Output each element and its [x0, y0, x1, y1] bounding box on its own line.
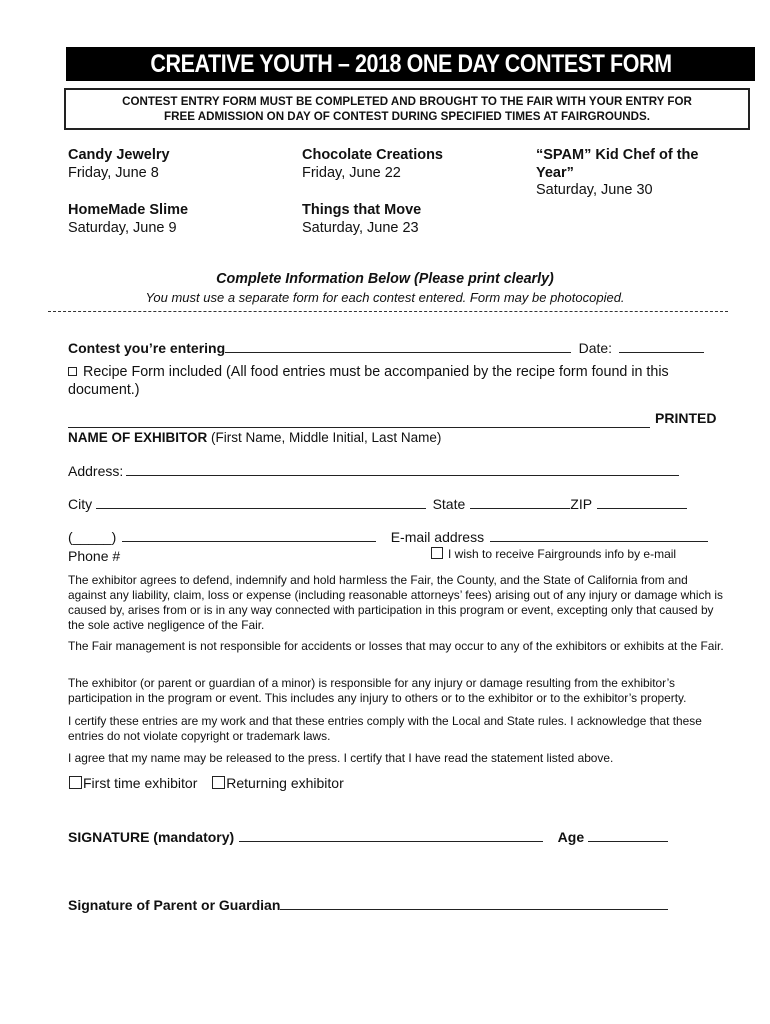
form-title: CREATIVE YOUTH – 2018 ONE DAY CONTEST FORM — [149, 49, 672, 78]
contest-date: Saturday, June 9 — [68, 220, 177, 236]
fair-management-paragraph: The Fair management is not responsible for accidents or losses that may occur to any of the exhibitors or exhibits at the Fair. — [68, 639, 724, 653]
printed-name-field[interactable] — [68, 413, 650, 428]
notice-line-1: CONTEST ENTRY FORM MUST BE COMPLETED AND BROUGHT TO THE FAIR WITH YOUR ENTRY FOR — [122, 95, 692, 108]
printed-label: PRINTED — [655, 410, 717, 426]
contest-name: Things that Move — [302, 202, 422, 218]
section-title: Complete Information Below (Please print clearly) — [216, 271, 554, 287]
phone-label: Phone # — [68, 548, 121, 564]
contest-date: Saturday, June 30 — [536, 182, 653, 198]
recipe-checkbox[interactable] — [68, 367, 77, 376]
certification-paragraph: I certify these entries are my work and that these entries comply with the Local and State rules. I acknowledge that these entries do not violate copyright or trademark laws. — [68, 714, 702, 743]
contest-date: Saturday, June 23 — [302, 220, 419, 236]
cut-line — [48, 311, 728, 312]
contest-spam-kid-chef — [536, 147, 698, 198]
signature-label: SIGNATURE (mandatory) — [68, 829, 235, 845]
age-label: Age — [557, 829, 585, 845]
contest-name: HomeMade Slime — [68, 202, 189, 218]
section-subtitle: You must use a separate form for each contest entered. Form may be photocopied. — [145, 290, 625, 305]
exhibitor-name-hint: (First Name, Middle Initial, Last Name) — [207, 430, 442, 445]
contest-entering-row — [68, 339, 704, 358]
guardian-signature-row — [68, 896, 668, 915]
returning-checkbox[interactable] — [212, 776, 225, 789]
contest-name: Chocolate Creations — [302, 147, 443, 163]
form-title-bar — [66, 47, 755, 81]
email-field[interactable] — [490, 528, 708, 542]
exhibitor-responsibility-paragraph: The exhibitor (or parent or guardian of a minor) is responsible for any injury or damage resulting from the exhibitor’s participation in the program or event. This includes any injury to others or to the exhibitor or to the exhibitor’s property. — [68, 676, 687, 705]
fairgrounds-info-label: I wish to receive Fairgrounds info by e-mail — [448, 547, 677, 561]
contest-name: Candy Jewelry — [68, 147, 170, 163]
address-label: Address: — [68, 463, 124, 479]
date-label: Date: — [578, 340, 613, 356]
contest-date: Friday, June 8 — [68, 165, 159, 181]
email-label: E-mail address — [390, 529, 485, 545]
state-label: State — [432, 496, 466, 512]
signature-field[interactable] — [239, 828, 543, 842]
contest-things-that-move — [302, 202, 421, 236]
address-field[interactable] — [126, 462, 679, 476]
first-time-checkbox[interactable] — [69, 776, 82, 789]
recipe-label: Recipe Form included (All food entries must be accompanied by the recipe form found in this — [83, 364, 669, 380]
fairgrounds-info-row — [431, 547, 676, 561]
press-release-paragraph: I agree that my name may be released to the press. I certify that I have read the statement listed above. — [68, 751, 614, 765]
contest-chocolate-creations — [302, 147, 443, 181]
exhibitor-name-label: NAME OF EXHIBITOR — [68, 430, 208, 445]
exhibitor-type-row — [69, 775, 344, 791]
phone-email-row — [68, 528, 708, 547]
city-state-zip-row — [68, 495, 687, 514]
liability-paragraph: The exhibitor agrees to defend, indemnify and hold harmless the Fair, the County, and the State of California from and against any liability, claim, loss or expense (including reasonable attorneys’ fees) arising out of any injury or damage which is caused by, arises from or is in any way connected with participation in this program or event, excepting only that caused by the sole active negligence of the Fair. — [68, 573, 723, 632]
returning-label: Returning exhibitor — [226, 775, 344, 791]
age-field[interactable] — [588, 828, 668, 842]
contest-name-line-1: “SPAM” Kid Chef of the — [536, 147, 699, 163]
notice-line-2: FREE ADMISSION ON DAY OF CONTEST DURING SPECIFIED TIMES AT FAIRGROUNDS. — [164, 110, 650, 123]
state-field[interactable] — [470, 495, 570, 509]
recipe-label-line-2: document.) — [68, 382, 140, 398]
contest-date: Friday, June 22 — [302, 165, 401, 181]
first-time-label: First time exhibitor — [83, 775, 198, 791]
exhibitor-name-row — [68, 430, 441, 445]
zip-field[interactable] — [597, 495, 687, 509]
city-field[interactable] — [96, 495, 426, 509]
signature-row — [68, 828, 668, 847]
contest-homemade-slime — [68, 202, 188, 236]
contest-entering-field[interactable] — [225, 339, 571, 353]
contest-candy-jewelry — [68, 147, 170, 181]
date-field[interactable] — [619, 339, 704, 353]
contest-entering-label: Contest you’re entering — [68, 340, 226, 356]
guardian-signature-label: Signature of Parent or Guardian — [68, 897, 281, 913]
contest-name-line-2: Year” — [536, 165, 574, 181]
phone-field[interactable] — [122, 528, 376, 542]
recipe-row — [68, 364, 669, 380]
notice-box — [64, 88, 750, 130]
guardian-signature-field[interactable] — [280, 896, 668, 910]
phone-area-code: (_____) — [68, 529, 117, 545]
fairgrounds-info-checkbox[interactable] — [431, 547, 443, 559]
city-label: City — [68, 496, 93, 512]
address-row — [68, 462, 679, 481]
zip-label: ZIP — [570, 496, 593, 512]
